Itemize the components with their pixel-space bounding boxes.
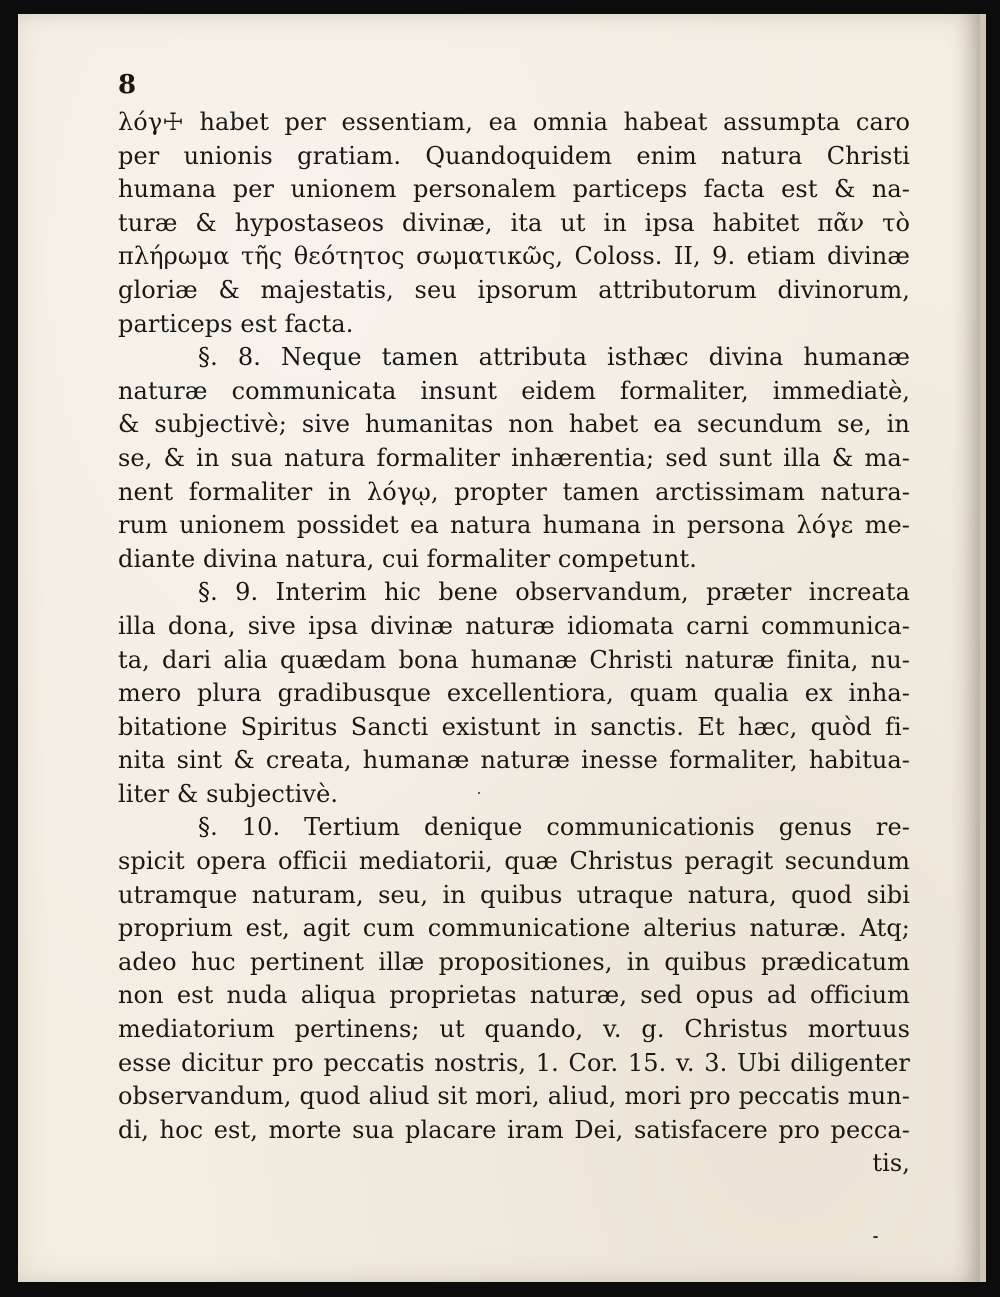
text-line: λόγ☩ habet per essentiam, ea omnia habeat assumpta caro (118, 108, 910, 136)
text-line: utramque naturam, seu, in quibus utraque natura, quod sibi (118, 880, 910, 909)
text-line: gloriæ & majestatis, seu ipsorum attributorum divinorum, (118, 275, 910, 304)
text-line: rum unionem possidet ea natura humana in persona λόγε me- (118, 511, 910, 540)
text-line: diante divina natura, cui formaliter competunt. (118, 544, 697, 573)
text-line: turæ & hypostaseos divinæ, ita ut in ipsa habitet πᾶν τὸ (118, 208, 910, 237)
text-line: bitatione Spiritus Sancti existunt in sanctis. Et hæc, quòd fi- (118, 712, 910, 741)
paragraph-start: §. 9. Interim hic bene observandum, præter increata (198, 578, 910, 607)
text-line: per unionis gratiam. Quandoquidem enim natura Christi (118, 141, 910, 170)
paragraph-start: §. 8. Neque tamen attributa isthæc divina humanæ (198, 343, 910, 372)
text-line: proprium est, agit cum communicatione alterius naturæ. Atq; (118, 914, 910, 943)
text-line: esse dicitur pro peccatis nostris, 1. Cor. 15. v. 3. Ubi diligenter (118, 1048, 910, 1077)
text-line: particeps est facta. (118, 309, 354, 338)
page-number: 8 (118, 70, 137, 100)
text-line: spicit opera officii mediatorii, quæ Christus peragit secundum (118, 847, 910, 876)
text-line: πλήρωμα τῆς θεότητος σωματικῶς, Coloss. II, 9. etiam divinæ (118, 242, 910, 271)
text-line: non est nuda aliqua proprietas naturæ, sed opus ad officium (118, 981, 910, 1010)
text-line: se, & in sua natura formaliter inhærentia; sed sunt illa & ma- (118, 443, 910, 472)
text-line: ta, dari alia quædam bona humanæ Christi naturæ finita, nu- (118, 645, 910, 674)
text-line: & subjectivè; sive humanitas non habet ea secundum se, in (118, 410, 910, 439)
text-line: mediatorium pertinens; ut quando, v. g. Christus mortuus (118, 1015, 910, 1044)
text-line: naturæ communicata insunt eidem formaliter, immediatè, (118, 376, 910, 405)
body-text (118, 78, 910, 1181)
text-line: nent formaliter in λόγῳ, propter tamen arctissimam natura- (118, 477, 910, 506)
text-line: liter & subjectivè. (118, 779, 339, 808)
text-line: observandum, quod aliud sit mori, aliud, mori pro peccatis mun- (118, 1082, 910, 1111)
text-line: adeo huc pertinent illæ propositiones, in quibus prædicatum (118, 947, 910, 976)
catchword: tis, (872, 1149, 910, 1178)
text-line: humana per unionem personalem particeps facta est & na- (118, 175, 910, 204)
text-line: mero plura gradibusque excellentiora, quam qualia ex inha- (118, 679, 910, 708)
text-line: di, hoc est, morte sua placare iram Dei, satisfacere pro pecca- (118, 1115, 910, 1144)
ink-speck (873, 1236, 878, 1238)
text-line: illa dona, sive ipsa divinæ naturæ idiomata carni communica- (118, 611, 910, 640)
text-line: nita sint & creata, humanæ naturæ inesse formaliter, habitua- (118, 746, 910, 775)
paragraph-start: §. 10. Tertium denique communicationis genus re- (198, 813, 910, 842)
